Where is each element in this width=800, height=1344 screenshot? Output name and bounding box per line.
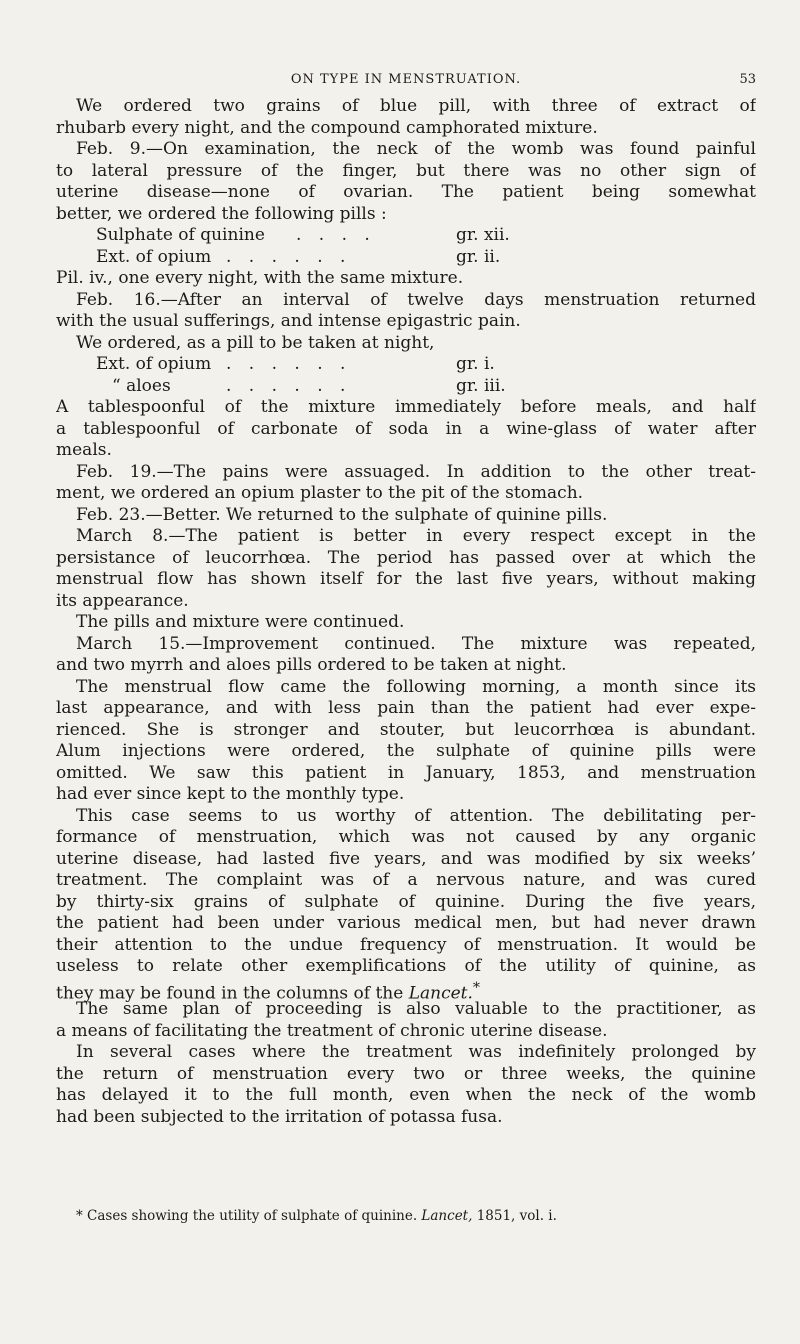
prescription-dose: gr. ii. <box>456 246 501 267</box>
text-line: rienced. She is stronger and stouter, but leucorrhœa is abundant. <box>56 719 756 740</box>
text-line: This case seems to us worthy of attention. The debilitating per- <box>76 805 756 826</box>
leader-dots: . . . . . . <box>226 354 352 374</box>
text-line: last appearance, and with less pain than the patient had ever expe- <box>56 698 756 718</box>
prescription-drug: Ext. of opium <box>96 246 212 267</box>
footnote-text: Cases showing the utility of sulphate of quinine. <box>82 1208 422 1224</box>
prescription-drug: Ext. of opium <box>96 354 212 374</box>
prescription-line <box>56 376 756 398</box>
text-line: formance of menstruation, which was not caused by any organic <box>56 827 756 847</box>
text-line: its appearance. <box>56 590 189 611</box>
text-line: uterine disease, had lasted five years, and was modified by six weeks’ <box>56 848 756 869</box>
running-title: ON TYPE IN MENSTRUATION. <box>290 72 522 87</box>
text-line: March 15.—Improvement continued. The mixture was repeated, <box>76 633 756 654</box>
text-line: useless to relate other exemplifications of the utility of quinine, as <box>56 956 756 976</box>
text-line <box>56 978 756 1004</box>
leader-dots: . . . . <box>296 225 376 245</box>
text-line: their attention to the undue frequency of menstruation. It would be <box>56 934 756 955</box>
text-line: We ordered two grains of blue pill, with three of extract of <box>76 96 756 116</box>
footnote-citation: 1851, vol. i. <box>472 1208 557 1224</box>
prescription-drug: Sulphate of quinine <box>96 225 265 245</box>
text-line: the patient had been under various medical men, but had never drawn <box>56 913 756 933</box>
prescription-dose: gr. xii. <box>456 225 510 245</box>
text-line: by thirty-six grains of sulphate of quinine. During the five years, <box>56 891 756 912</box>
text-line: ment, we ordered an opium plaster to the pit of the stomach. <box>56 483 584 503</box>
text-line: uterine disease—none of ovarian. The patient being somewhat <box>56 182 756 202</box>
prescription-line <box>56 225 756 247</box>
prescription-dose: gr. i. <box>456 354 495 374</box>
journal-title: Lancet. <box>408 983 473 1004</box>
text-line: We ordered, as a pill to be taken at night, <box>76 332 435 353</box>
text-line: In several cases where the treatment was indefinitely prolonged by <box>76 1042 756 1062</box>
text-line: treatment. The complaint was of a nervous nature, and was cured <box>56 870 756 890</box>
text-line: the return of menstruation every two or three weeks, the quinine <box>56 1063 756 1084</box>
running-head <box>56 72 756 94</box>
text-line: had ever since kept to the monthly type. <box>56 784 405 804</box>
text-line: Feb. 23.—Better. We returned to the sulphate of quinine pills. <box>76 504 608 525</box>
text-line: to lateral pressure of the finger, but there was no other sign of <box>56 160 756 181</box>
page-number: 53 <box>739 72 756 87</box>
text-line: with the usual sufferings, and intense epigastric pain. <box>56 311 521 331</box>
text-line: had been subjected to the irritation of potassa fusa. <box>56 1106 503 1127</box>
text-line: and two myrrh and aloes pills ordered to be taken at night. <box>56 655 567 675</box>
text-line: The pills and mixture were continued. <box>76 612 405 632</box>
footnote-journal: Lancet, <box>421 1208 473 1224</box>
text-line: March 8.—The patient is better in every respect except in the <box>76 526 756 546</box>
footnote-mark: * <box>76 1208 83 1224</box>
leader-dots: . . . . . . <box>226 375 352 396</box>
text-line: has delayed it to the full month, even when the neck of the womb <box>56 1085 756 1105</box>
text-line: Feb. 9.—On examination, the neck of the womb was found painful <box>76 139 756 159</box>
leader-dots: . . . . . . <box>226 246 352 267</box>
text-line: menstrual flow has shown itself for the last five years, without making <box>56 569 756 589</box>
text-line: Alum injections were ordered, the sulphate of quinine pills were <box>56 741 756 761</box>
text-line: better, we ordered the following pills : <box>56 203 387 224</box>
text-line: persistance of leucorrhœa. The period has passed over at which the <box>56 547 756 568</box>
text-line: omitted. We saw this patient in January, 1853, and menstruation <box>56 762 756 783</box>
text-line: The same plan of proceeding is also valuable to the practitioner, as <box>76 999 756 1019</box>
text-line: Feb. 16.—After an interval of twelve days menstruation returned <box>76 289 756 310</box>
text-line: The menstrual flow came the following morning, a month since its <box>76 676 756 697</box>
footnote-marker: * <box>472 979 480 996</box>
body-text <box>56 96 756 1128</box>
prescription-line <box>56 354 756 376</box>
text-line: a tablespoonful of carbonate of soda in a wine-glass of water after <box>56 418 756 439</box>
text-line: meals. <box>56 440 112 460</box>
footnote <box>76 1208 756 1224</box>
text-line: a means of facilitating the treatment of chronic uterine disease. <box>56 1020 608 1041</box>
text-line: Feb. 19.—The pains were assuaged. In addition to the other treat- <box>76 461 756 482</box>
text-line: A tablespoonful of the mixture immediately before meals, and half <box>56 397 756 417</box>
prescription-line <box>56 247 756 269</box>
text-line: Pil. iv., one every night, with the same mixture. <box>56 268 464 288</box>
prescription-drug: “ aloes <box>112 375 171 396</box>
prescription-dose: gr. iii. <box>456 375 506 396</box>
text-fragment: they may be found in the columns of the <box>56 983 409 1004</box>
text-line: rhubarb every night, and the compound camphorated mixture. <box>56 117 598 138</box>
